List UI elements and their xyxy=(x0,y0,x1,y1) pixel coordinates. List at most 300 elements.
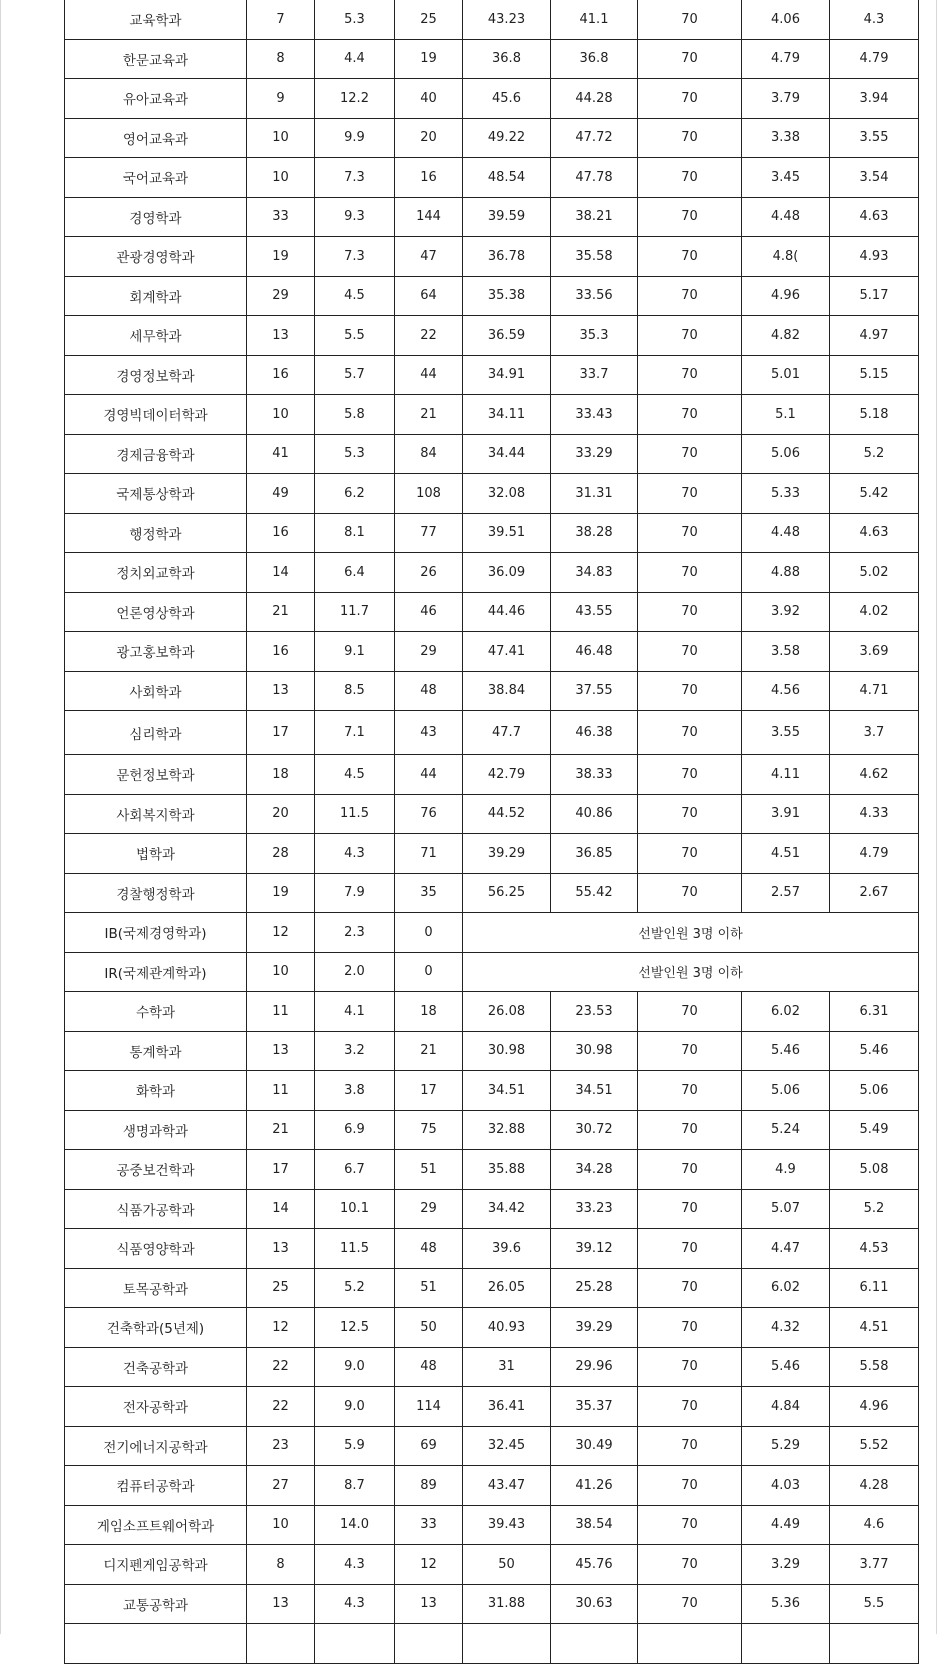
percentile-cell: 70 xyxy=(638,395,742,435)
percentile-cell: 70 xyxy=(638,755,742,795)
applicants-cell: 29 xyxy=(395,632,463,672)
grade-a-cell: 4.8( xyxy=(742,237,830,277)
quota-cell: 19 xyxy=(247,873,315,913)
grade-b-cell: 4.33 xyxy=(830,794,919,834)
score-a-cell: 34.44 xyxy=(463,434,551,474)
score-a-cell: 36.59 xyxy=(463,316,551,356)
quota-cell: 13 xyxy=(247,1031,315,1071)
quota-cell: 41 xyxy=(247,434,315,474)
grade-b-cell: 5.49 xyxy=(830,1110,919,1150)
competition-rate-cell: 8.5 xyxy=(315,671,395,711)
table-row xyxy=(65,434,919,474)
score-a-cell: 31 xyxy=(463,1347,551,1387)
table-row xyxy=(65,1387,919,1427)
competition-rate-cell xyxy=(315,1624,395,1664)
competition-rate-cell: 11.5 xyxy=(315,794,395,834)
score-b-cell: 33.43 xyxy=(551,395,638,435)
department-cell: 정치외교학과 xyxy=(65,553,247,593)
department-cell: 교통공학과 xyxy=(65,1584,247,1624)
competition-rate-cell: 5.7 xyxy=(315,355,395,395)
applicants-cell: 46 xyxy=(395,592,463,632)
grade-a-cell: 3.79 xyxy=(742,79,830,119)
table-row xyxy=(65,671,919,711)
applicants-cell: 0 xyxy=(395,952,463,992)
grade-b-cell: 5.2 xyxy=(830,1189,919,1229)
competition-rate-cell: 3.2 xyxy=(315,1031,395,1071)
score-a-cell: 36.78 xyxy=(463,237,551,277)
quota-cell: 33 xyxy=(247,197,315,237)
grade-b-cell: 6.11 xyxy=(830,1268,919,1308)
applicants-cell: 64 xyxy=(395,276,463,316)
applicants-cell: 25 xyxy=(395,0,463,39)
applicants-cell: 44 xyxy=(395,755,463,795)
score-b-cell: 44.28 xyxy=(551,79,638,119)
grade-a-cell: 5.24 xyxy=(742,1110,830,1150)
score-a-cell: 56.25 xyxy=(463,873,551,913)
grade-a-cell: 4.49 xyxy=(742,1505,830,1545)
score-b-cell: 30.49 xyxy=(551,1426,638,1466)
competition-rate-cell: 2.3 xyxy=(315,913,395,953)
score-b-cell xyxy=(551,1624,638,1664)
score-b-cell: 41.1 xyxy=(551,0,638,39)
table-row xyxy=(65,39,919,79)
score-a-cell: 42.79 xyxy=(463,755,551,795)
competition-rate-cell: 6.2 xyxy=(315,474,395,514)
competition-rate-cell: 2.0 xyxy=(315,952,395,992)
percentile-cell: 70 xyxy=(638,794,742,834)
applicants-cell: 51 xyxy=(395,1150,463,1190)
percentile-cell: 70 xyxy=(638,1189,742,1229)
department-cell: 경찰행정학과 xyxy=(65,873,247,913)
score-b-cell: 38.33 xyxy=(551,755,638,795)
percentile-cell: 70 xyxy=(638,1347,742,1387)
score-a-cell: 32.45 xyxy=(463,1426,551,1466)
grade-a-cell: 4.82 xyxy=(742,316,830,356)
grade-a-cell: 4.84 xyxy=(742,1387,830,1427)
score-b-cell: 35.37 xyxy=(551,1387,638,1427)
department-cell: 경제금융학과 xyxy=(65,434,247,474)
score-a-cell: 50 xyxy=(463,1545,551,1585)
score-b-cell: 43.55 xyxy=(551,592,638,632)
department-cell: 관광경영학과 xyxy=(65,237,247,277)
competition-rate-cell: 6.7 xyxy=(315,1150,395,1190)
table-row xyxy=(65,1189,919,1229)
department-cell: 건축학과(5년제) xyxy=(65,1308,247,1348)
grade-a-cell: 4.51 xyxy=(742,834,830,874)
percentile-cell: 70 xyxy=(638,1426,742,1466)
department-cell: 사회복지학과 xyxy=(65,794,247,834)
department-cell: 전자공학과 xyxy=(65,1387,247,1427)
applicants-cell: 89 xyxy=(395,1466,463,1506)
applicants-cell: 44 xyxy=(395,355,463,395)
score-a-cell: 43.47 xyxy=(463,1466,551,1506)
grade-a-cell: 4.48 xyxy=(742,197,830,237)
applicants-cell: 17 xyxy=(395,1071,463,1111)
table-row xyxy=(65,276,919,316)
quota-cell: 13 xyxy=(247,1584,315,1624)
quota-cell: 10 xyxy=(247,158,315,198)
score-b-cell: 36.8 xyxy=(551,39,638,79)
score-a-cell: 39.43 xyxy=(463,1505,551,1545)
score-b-cell: 36.85 xyxy=(551,834,638,874)
department-cell: 문헌정보학과 xyxy=(65,755,247,795)
percentile-cell: 70 xyxy=(638,118,742,158)
score-b-cell: 35.58 xyxy=(551,237,638,277)
department-cell: 공중보건학과 xyxy=(65,1150,247,1190)
applicants-cell: 13 xyxy=(395,1584,463,1624)
department-cell: 건축공학과 xyxy=(65,1347,247,1387)
score-a-cell: 35.88 xyxy=(463,1150,551,1190)
grade-a-cell: 5.36 xyxy=(742,1584,830,1624)
score-b-cell: 41.26 xyxy=(551,1466,638,1506)
percentile-cell: 70 xyxy=(638,992,742,1032)
applicants-cell: 77 xyxy=(395,513,463,553)
competition-rate-cell: 6.9 xyxy=(315,1110,395,1150)
table-row xyxy=(65,1545,919,1585)
quota-cell: 14 xyxy=(247,1189,315,1229)
percentile-cell: 70 xyxy=(638,276,742,316)
percentile-cell: 70 xyxy=(638,1110,742,1150)
score-b-cell: 23.53 xyxy=(551,992,638,1032)
grade-b-cell: 3.69 xyxy=(830,632,919,672)
department-cell: 디지펜게임공학과 xyxy=(65,1545,247,1585)
table-row xyxy=(65,1031,919,1071)
quota-cell: 8 xyxy=(247,39,315,79)
competition-rate-cell: 12.2 xyxy=(315,79,395,119)
grade-b-cell: 4.79 xyxy=(830,834,919,874)
table-row xyxy=(65,1308,919,1348)
percentile-cell: 70 xyxy=(638,1387,742,1427)
applicants-cell: 12 xyxy=(395,1545,463,1585)
table-row xyxy=(65,873,919,913)
grade-a-cell xyxy=(742,1624,830,1664)
grade-b-cell: 2.67 xyxy=(830,873,919,913)
quota-cell: 28 xyxy=(247,834,315,874)
score-b-cell: 33.56 xyxy=(551,276,638,316)
grade-a-cell: 5.33 xyxy=(742,474,830,514)
quota-cell: 29 xyxy=(247,276,315,316)
table-row xyxy=(65,1426,919,1466)
applicants-cell: 21 xyxy=(395,1031,463,1071)
quota-cell: 7 xyxy=(247,0,315,39)
score-a-cell: 36.41 xyxy=(463,1387,551,1427)
competition-rate-cell: 4.5 xyxy=(315,755,395,795)
quota-cell: 10 xyxy=(247,395,315,435)
quota-cell: 12 xyxy=(247,1308,315,1348)
score-a-cell: 36.09 xyxy=(463,553,551,593)
competition-rate-cell: 4.1 xyxy=(315,992,395,1032)
competition-rate-cell: 8.1 xyxy=(315,513,395,553)
department-cell: 영어교육과 xyxy=(65,118,247,158)
table-row xyxy=(65,834,919,874)
percentile-cell: 70 xyxy=(638,873,742,913)
percentile-cell: 70 xyxy=(638,671,742,711)
competition-rate-cell: 9.9 xyxy=(315,118,395,158)
page-edge-left xyxy=(0,0,1,1634)
percentile-cell: 70 xyxy=(638,158,742,198)
competition-rate-cell: 4.5 xyxy=(315,276,395,316)
table-row xyxy=(65,913,919,953)
table-row xyxy=(65,79,919,119)
table-row xyxy=(65,474,919,514)
percentile-cell: 70 xyxy=(638,79,742,119)
quota-cell: 21 xyxy=(247,592,315,632)
grade-b-cell: 5.02 xyxy=(830,553,919,593)
score-b-cell: 55.42 xyxy=(551,873,638,913)
department-cell: 세무학과 xyxy=(65,316,247,356)
percentile-cell: 70 xyxy=(638,197,742,237)
applicants-cell: 50 xyxy=(395,1308,463,1348)
score-b-cell: 38.21 xyxy=(551,197,638,237)
grade-b-cell: 4.28 xyxy=(830,1466,919,1506)
table-row xyxy=(65,118,919,158)
page-edge-right xyxy=(936,0,937,1634)
department-cell: 국제통상학과 xyxy=(65,474,247,514)
quota-cell: 11 xyxy=(247,1071,315,1111)
grade-b-cell: 4.02 xyxy=(830,592,919,632)
competition-rate-cell: 4.3 xyxy=(315,834,395,874)
score-a-cell: 31.88 xyxy=(463,1584,551,1624)
score-a-cell: 49.22 xyxy=(463,118,551,158)
competition-rate-cell: 10.1 xyxy=(315,1189,395,1229)
percentile-cell: 70 xyxy=(638,834,742,874)
table-row xyxy=(65,158,919,198)
percentile-cell: 70 xyxy=(638,592,742,632)
grade-a-cell: 4.79 xyxy=(742,39,830,79)
grade-b-cell: 5.46 xyxy=(830,1031,919,1071)
percentile-cell: 70 xyxy=(638,1545,742,1585)
applicants-cell: 19 xyxy=(395,39,463,79)
competition-rate-cell: 7.1 xyxy=(315,711,395,755)
grade-a-cell: 3.45 xyxy=(742,158,830,198)
quota-cell: 22 xyxy=(247,1347,315,1387)
quota-cell: 49 xyxy=(247,474,315,514)
score-a-cell: 26.05 xyxy=(463,1268,551,1308)
grade-b-cell: 3.94 xyxy=(830,79,919,119)
quota-cell: 11 xyxy=(247,992,315,1032)
applicants-cell: 69 xyxy=(395,1426,463,1466)
percentile-cell: 70 xyxy=(638,632,742,672)
competition-rate-cell: 8.7 xyxy=(315,1466,395,1506)
score-a-cell: 34.51 xyxy=(463,1071,551,1111)
grade-b-cell: 5.42 xyxy=(830,474,919,514)
quota-cell: 13 xyxy=(247,671,315,711)
grade-a-cell: 6.02 xyxy=(742,1268,830,1308)
score-a-cell: 30.98 xyxy=(463,1031,551,1071)
competition-rate-cell: 7.3 xyxy=(315,237,395,277)
percentile-cell: 70 xyxy=(638,1071,742,1111)
score-b-cell: 30.72 xyxy=(551,1110,638,1150)
grade-b-cell: 5.5 xyxy=(830,1584,919,1624)
grade-a-cell: 4.88 xyxy=(742,553,830,593)
grade-a-cell: 3.58 xyxy=(742,632,830,672)
note-cell: 선발인원 3명 이하 xyxy=(463,952,919,992)
score-b-cell: 46.48 xyxy=(551,632,638,672)
grade-b-cell: 5.2 xyxy=(830,434,919,474)
competition-rate-cell: 3.8 xyxy=(315,1071,395,1111)
quota-cell: 27 xyxy=(247,1466,315,1506)
grade-a-cell: 4.48 xyxy=(742,513,830,553)
grade-a-cell: 4.56 xyxy=(742,671,830,711)
grade-a-cell: 5.06 xyxy=(742,1071,830,1111)
applicants-cell: 144 xyxy=(395,197,463,237)
applicants-cell: 18 xyxy=(395,992,463,1032)
competition-rate-cell: 9.3 xyxy=(315,197,395,237)
applicants-cell: 29 xyxy=(395,1189,463,1229)
grade-a-cell: 5.01 xyxy=(742,355,830,395)
competition-rate-cell: 11.7 xyxy=(315,592,395,632)
score-a-cell: 34.11 xyxy=(463,395,551,435)
percentile-cell: 70 xyxy=(638,316,742,356)
applicants-cell: 20 xyxy=(395,118,463,158)
score-a-cell: 35.38 xyxy=(463,276,551,316)
score-b-cell: 39.12 xyxy=(551,1229,638,1269)
table-row xyxy=(65,592,919,632)
percentile-cell: 70 xyxy=(638,1505,742,1545)
table-row xyxy=(65,992,919,1032)
competition-rate-cell: 5.5 xyxy=(315,316,395,356)
department-cell: 전기에너지공학과 xyxy=(65,1426,247,1466)
quota-cell: 10 xyxy=(247,118,315,158)
department-cell: 언론영상학과 xyxy=(65,592,247,632)
applicants-cell: 22 xyxy=(395,316,463,356)
grade-b-cell: 4.96 xyxy=(830,1387,919,1427)
department-cell: 경영정보학과 xyxy=(65,355,247,395)
applicants-cell: 48 xyxy=(395,1347,463,1387)
department-cell: 교육학과 xyxy=(65,0,247,39)
department-cell: IB(국제경영학과) xyxy=(65,913,247,953)
grade-b-cell: 4.63 xyxy=(830,513,919,553)
table-row xyxy=(65,1584,919,1624)
grade-a-cell: 5.29 xyxy=(742,1426,830,1466)
competition-rate-cell: 5.3 xyxy=(315,0,395,39)
department-cell: 광고홍보학과 xyxy=(65,632,247,672)
department-cell: 사회학과 xyxy=(65,671,247,711)
grade-a-cell: 5.46 xyxy=(742,1347,830,1387)
table-row xyxy=(65,1347,919,1387)
grade-a-cell: 4.96 xyxy=(742,276,830,316)
score-a-cell: 34.91 xyxy=(463,355,551,395)
grade-a-cell: 4.11 xyxy=(742,755,830,795)
table-row xyxy=(65,513,919,553)
grade-b-cell: 4.62 xyxy=(830,755,919,795)
table-row xyxy=(65,1505,919,1545)
competition-rate-cell: 7.9 xyxy=(315,873,395,913)
grade-b-cell: 4.93 xyxy=(830,237,919,277)
score-a-cell: 44.46 xyxy=(463,592,551,632)
quota-cell: 13 xyxy=(247,1229,315,1269)
applicants-cell: 26 xyxy=(395,553,463,593)
table-row xyxy=(65,1071,919,1111)
percentile-cell: 70 xyxy=(638,1268,742,1308)
quota-cell: 14 xyxy=(247,553,315,593)
applicants-cell: 33 xyxy=(395,1505,463,1545)
table-row xyxy=(65,553,919,593)
grade-b-cell: 4.97 xyxy=(830,316,919,356)
quota-cell: 17 xyxy=(247,1150,315,1190)
quota-cell: 8 xyxy=(247,1545,315,1585)
table-row xyxy=(65,1624,919,1664)
quota-cell: 20 xyxy=(247,794,315,834)
score-a-cell: 48.54 xyxy=(463,158,551,198)
applicants-cell: 51 xyxy=(395,1268,463,1308)
grade-a-cell: 5.1 xyxy=(742,395,830,435)
table-row xyxy=(65,1268,919,1308)
score-b-cell: 37.55 xyxy=(551,671,638,711)
table-row xyxy=(65,1466,919,1506)
department-cell: 식품영양학과 xyxy=(65,1229,247,1269)
competition-rate-cell: 5.2 xyxy=(315,1268,395,1308)
table-row xyxy=(65,197,919,237)
department-cell: 국어교육과 xyxy=(65,158,247,198)
table-row xyxy=(65,1229,919,1269)
score-a-cell: 26.08 xyxy=(463,992,551,1032)
grade-b-cell: 3.7 xyxy=(830,711,919,755)
competition-rate-cell: 5.9 xyxy=(315,1426,395,1466)
grade-b-cell: 4.71 xyxy=(830,671,919,711)
grade-a-cell: 3.29 xyxy=(742,1545,830,1585)
percentile-cell: 70 xyxy=(638,1229,742,1269)
quota-cell: 21 xyxy=(247,1110,315,1150)
quota-cell: 23 xyxy=(247,1426,315,1466)
percentile-cell: 70 xyxy=(638,1031,742,1071)
grade-b-cell: 5.06 xyxy=(830,1071,919,1111)
department-cell: 토목공학과 xyxy=(65,1268,247,1308)
applicants-cell: 71 xyxy=(395,834,463,874)
table-row xyxy=(65,355,919,395)
quota-cell: 25 xyxy=(247,1268,315,1308)
quota-cell: 16 xyxy=(247,632,315,672)
competition-rate-cell: 7.3 xyxy=(315,158,395,198)
score-a-cell: 39.29 xyxy=(463,834,551,874)
score-a-cell: 44.52 xyxy=(463,794,551,834)
department-cell: 화학과 xyxy=(65,1071,247,1111)
competition-rate-cell: 4.4 xyxy=(315,39,395,79)
grade-b-cell: 5.18 xyxy=(830,395,919,435)
score-b-cell: 25.28 xyxy=(551,1268,638,1308)
score-a-cell: 39.6 xyxy=(463,1229,551,1269)
score-b-cell: 34.51 xyxy=(551,1071,638,1111)
department-cell: 통계학과 xyxy=(65,1031,247,1071)
grade-a-cell: 5.07 xyxy=(742,1189,830,1229)
percentile-cell: 70 xyxy=(638,434,742,474)
department-cell: 유아교육과 xyxy=(65,79,247,119)
grade-b-cell: 4.6 xyxy=(830,1505,919,1545)
department-cell: 한문교육과 xyxy=(65,39,247,79)
score-b-cell: 35.3 xyxy=(551,316,638,356)
grade-a-cell: 3.55 xyxy=(742,711,830,755)
score-a-cell: 39.59 xyxy=(463,197,551,237)
quota-cell: 9 xyxy=(247,79,315,119)
competition-rate-cell: 6.4 xyxy=(315,553,395,593)
grade-a-cell: 3.92 xyxy=(742,592,830,632)
applicants-cell: 40 xyxy=(395,79,463,119)
quota-cell: 18 xyxy=(247,755,315,795)
score-a-cell: 39.51 xyxy=(463,513,551,553)
table-row xyxy=(65,755,919,795)
percentile-cell: 70 xyxy=(638,1466,742,1506)
grade-b-cell: 5.52 xyxy=(830,1426,919,1466)
table-row xyxy=(65,0,919,39)
quota-cell: 22 xyxy=(247,1387,315,1427)
department-cell: 생명과학과 xyxy=(65,1110,247,1150)
grade-a-cell: 5.46 xyxy=(742,1031,830,1071)
grade-b-cell: 6.31 xyxy=(830,992,919,1032)
competition-rate-cell: 5.8 xyxy=(315,395,395,435)
grade-a-cell: 2.57 xyxy=(742,873,830,913)
applicants-cell: 16 xyxy=(395,158,463,198)
table-row xyxy=(65,952,919,992)
